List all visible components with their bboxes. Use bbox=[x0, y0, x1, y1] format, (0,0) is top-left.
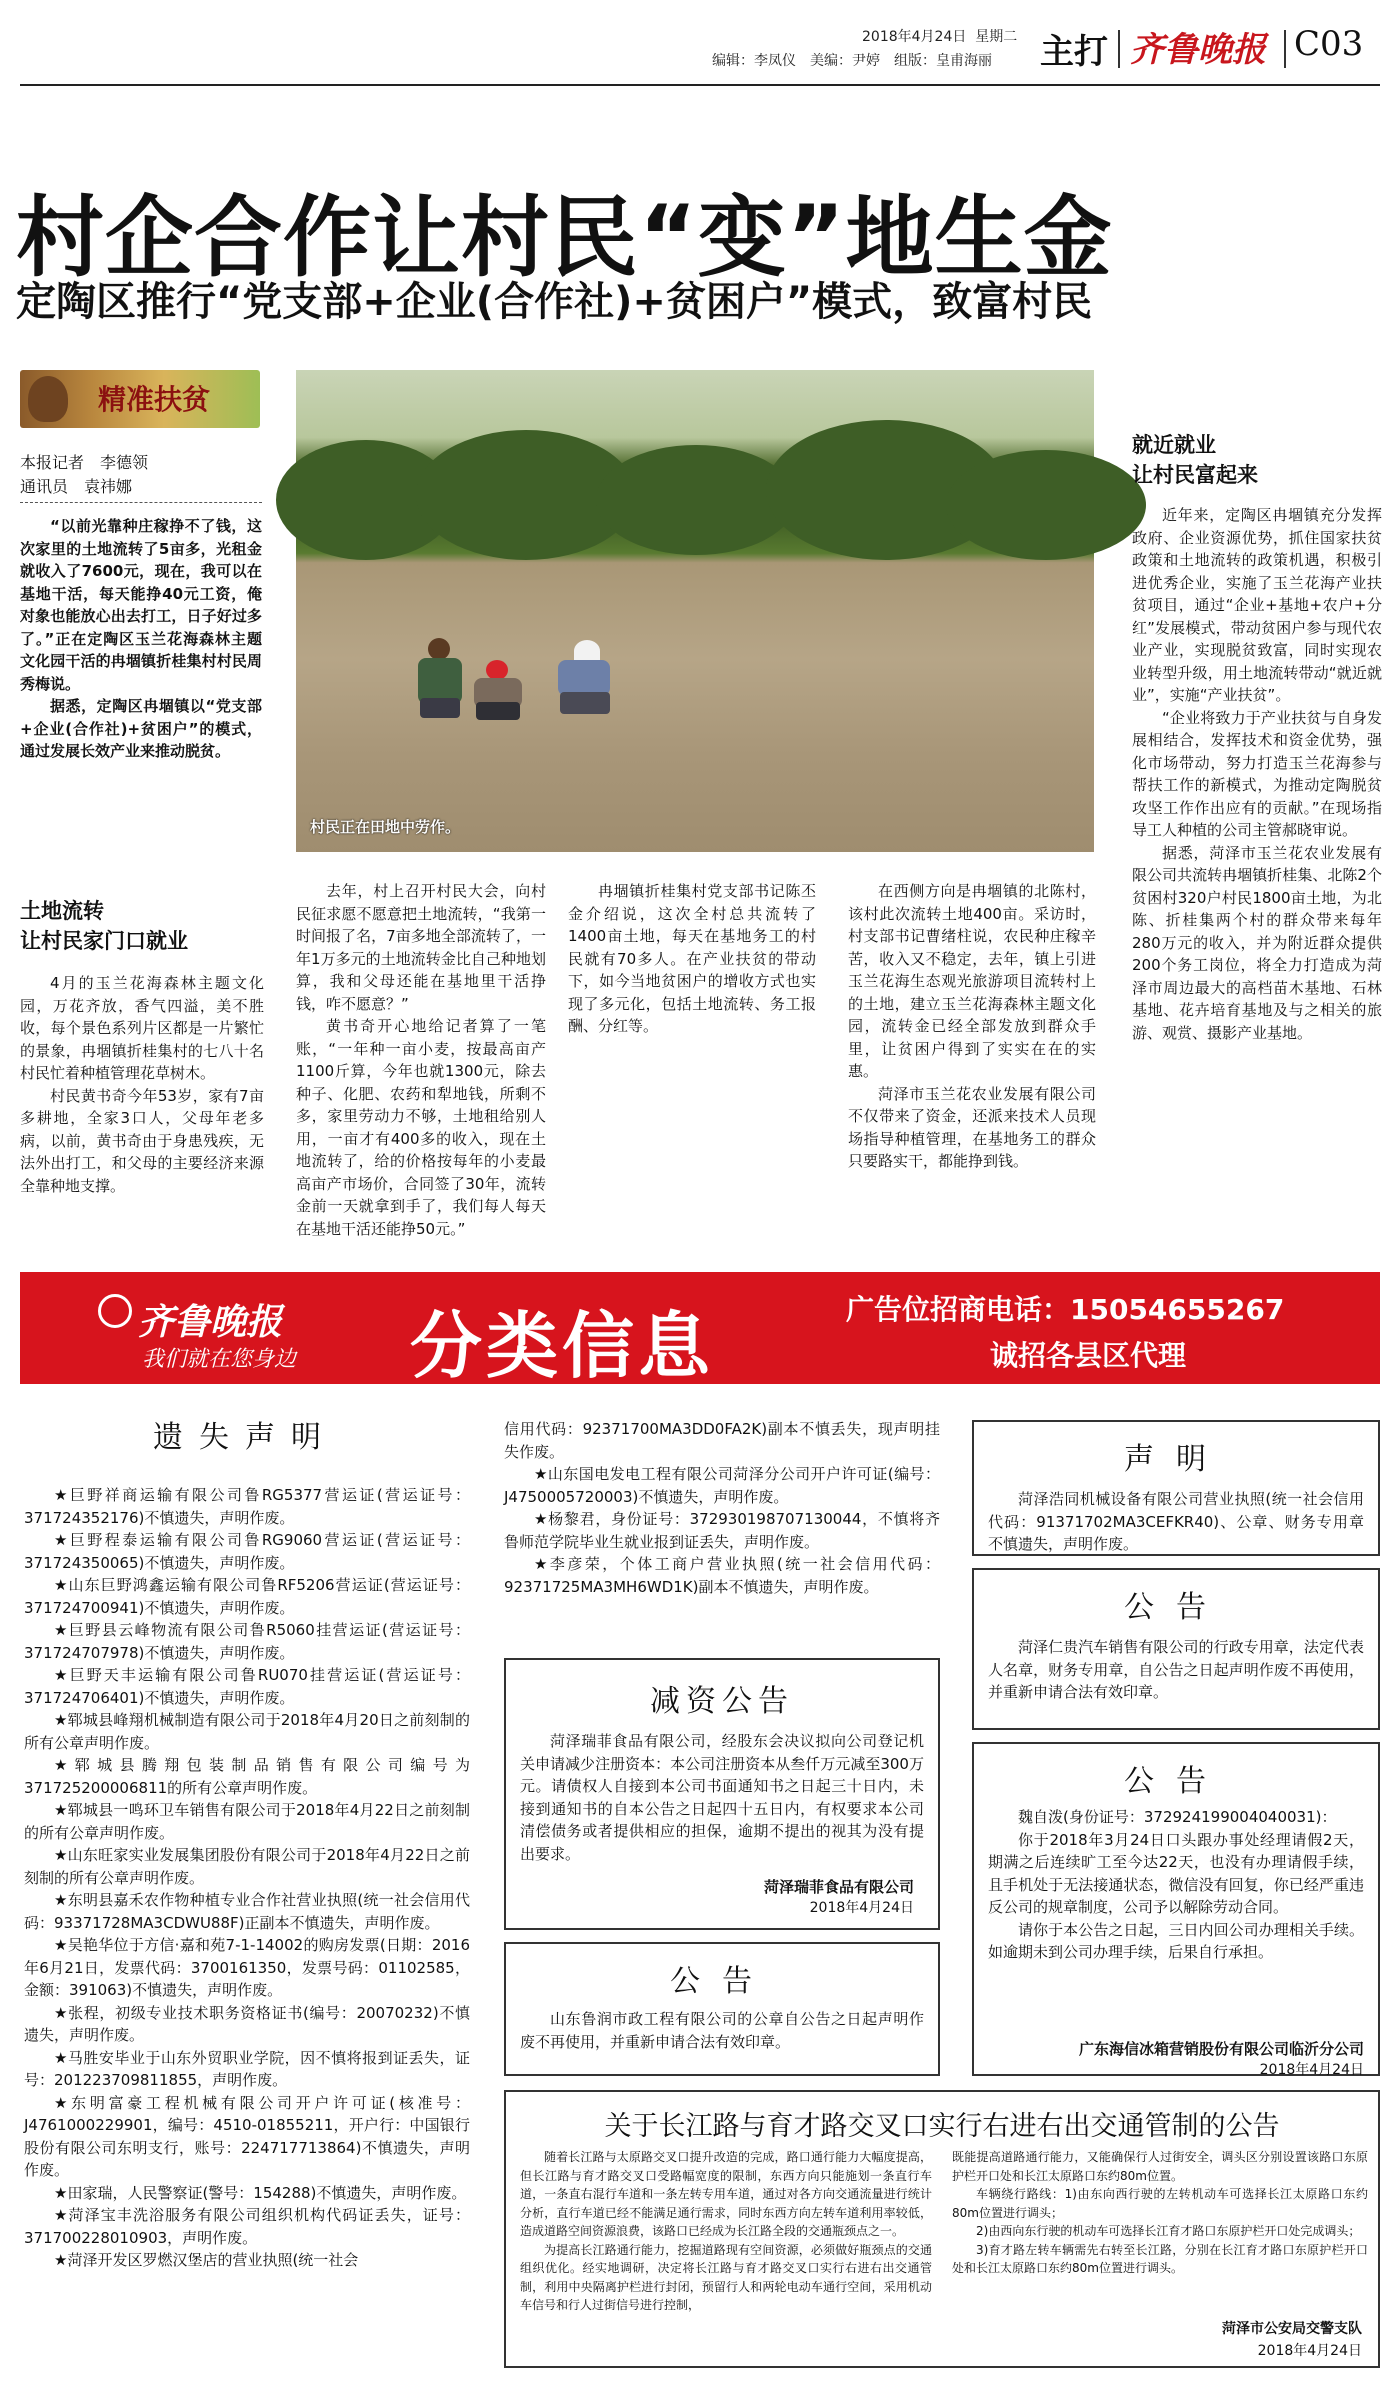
traffic-notice-title: 关于长江路与育才路交叉口实行右进右出交通管制的公告 bbox=[604, 2111, 1280, 2142]
notice-item: ★山东巨野鸿鑫运输有限公司鲁RF5206营运证(营运证号：371724700941)不慎遗失，声明作废。 bbox=[24, 1576, 470, 1617]
notice-item: ★山东旺家实业发展集团股份有限公司于2018年4月22日之前刻制的所有公章声明作废。 bbox=[24, 1846, 470, 1887]
header-divider bbox=[1284, 30, 1286, 68]
body-column-3 bbox=[568, 880, 816, 1224]
capital-reduction-body: 菏泽瑞菲食品有限公司，经股东会决议拟向公司登记机关申请减少注册资本：本公司注册资本从叁仟万元减至300万元。请债权人自接到本公司书面通知书之日起三十日内，未接到通知书的自本公告之日起四十五日内，有权要求本公司清偿债务或者提供相应的担保，逾期不提出的视其为没有提出要求。 bbox=[520, 1732, 924, 1863]
brand-emblem-icon bbox=[98, 1294, 132, 1328]
notice-item: ★东明富豪工程机械有限公司开户许可证(核准号：J4761000229901，编号：4510-01855211，开户行：中国银行股份有限公司东明支行，账号：224717713864)不慎遗失，声明作废。 bbox=[24, 2093, 470, 2179]
notice-item: ★菏泽宝丰洗浴服务有限公司组织机构代码证丢失，证号：371700228010903，声明作废。 bbox=[24, 2206, 470, 2247]
declaration-notice bbox=[972, 1420, 1380, 1556]
dismissal-paragraph: 你于2018年3月24日口头跟办事处经理请假2天，期满之后连续旷工至今达22天，也没有办理请假手续，且手机处于无法接通状态，微信没有回复，你已经严重违反公司的规章制度，公司予以解除劳动合同。 bbox=[988, 1830, 1364, 1916]
notice-item: ★东明县嘉禾农作物种植专业合作社营业执照(统一社会信用代码：93371728MA3CDWU88F)正副本不慎遗失，声明作废。 bbox=[24, 1891, 470, 1932]
notice-item: ★郓城县腾翔包装制品销售有限公司编号为371725200006811的所有公章声明作废。 bbox=[24, 1756, 470, 1797]
mid-notice-list bbox=[504, 1418, 940, 1648]
traffic-control-notice bbox=[504, 2090, 1380, 2368]
traffic-notice-left bbox=[520, 2148, 932, 2362]
byline-reporter: 本报记者 李德领 bbox=[20, 453, 149, 472]
classified-banner bbox=[20, 1272, 1380, 1388]
section2-subtitle: 让村民富起来 bbox=[1132, 463, 1258, 487]
declaration-body: 菏泽浩同机械设备有限公司营业执照(统一社会信用代码：91371702MA3CEFKR40)、公章、财务专用章不慎遗失，声明作废。 bbox=[988, 1490, 1364, 1553]
notice-item: ★巨野县云峰物流有限公司鲁R5060挂营运证(营运证号：371724707978)不慎遗失，声明作废。 bbox=[24, 1621, 470, 1662]
issue-date: 2018年4月24日 星期二 bbox=[862, 29, 1018, 45]
body-column-5 bbox=[1132, 504, 1382, 1222]
agent-recruit: 诚招各县区代理 bbox=[990, 1339, 1187, 1372]
body-column-4 bbox=[848, 880, 1096, 1224]
notice-item: ★田家瑞，人民警察证(警号：154288)不慎遗失，声明作废。 bbox=[54, 2183, 467, 2202]
body-paragraph: 近年来，定陶区冉堌镇充分发挥政府、企业资源优势，抓住国家扶贫政策和土地流转的政策机遇，积极引进优秀企业，实施了玉兰花海产业扶贫项目，通过“企业+基地+农户+分红”发展模式，带动贫困户参与现代农业产业，实现脱贫致富，同时实现农业转型升级，用土地流转带动“就近就业”，实施“产业扶贫”。 bbox=[1132, 506, 1382, 704]
section-label: 主打 bbox=[1040, 32, 1108, 72]
capital-reduction-notice bbox=[504, 1658, 940, 1930]
dismissal-signer: 广东海信冰箱营销股份有限公司临沂分公司 bbox=[1078, 2040, 1364, 2058]
subheadline: 定陶区推行“党支部+企业(合作社)+贫困户”模式，致富村民 bbox=[16, 279, 1093, 325]
seal-void-notice bbox=[504, 1942, 940, 2076]
lead-paragraph: 据悉，定陶区冉堌镇以“党支部+企业(合作社)+贫困户”的模式，通过发展长效产业来推动脱贫。 bbox=[20, 697, 262, 760]
byline-correspondent: 通讯员 袁祎娜 bbox=[20, 477, 133, 496]
body-paragraph: 冉堌镇折桂集村党支部书记陈丕金介绍说，这次全村总共流转了1400亩土地，每天在基地务工的村民就有70多人。在产业扶贫的带动下，如今当地贫困户的增收方式也实现了多元化，包括土地流转、务工报酬、分红等。 bbox=[568, 882, 816, 1035]
editors-line: 编辑：李凤仪 美编：尹婷 组版：皇甫海丽 bbox=[712, 53, 992, 69]
ad-hotline: 广告位招商电话：15054655267 bbox=[846, 1293, 1285, 1326]
body-paragraph: 在西侧方向是冉堌镇的北陈村，该村此次流转土地400亩。采访时，村支部书记曹绪柱说，农民种庄稼辛苦，收入又不稳定，去年，镇上引进玉兰花海生态观光旅游项目流转村上的土地，建立玉兰花海森林主题文化园，流转金已经全部发放到群众手里，让贫困户得到了实实在在的实惠。 bbox=[848, 882, 1096, 1080]
classified-slogan: 我们就在您身边 bbox=[142, 1347, 297, 1372]
stamp-void-body: 菏泽仁贵汽车销售有限公司的行政专用章，法定代表人名章，财务专用章，自公告之日起声明作废不再使用，并重新申请合法有效印章。 bbox=[988, 1638, 1364, 1701]
page-number: C03 bbox=[1294, 24, 1364, 64]
farmer-figure bbox=[414, 638, 468, 718]
notice-item: ★巨野祥商运输有限公司鲁RG5377营运证(营运证号：371724352176)不慎遗失，声明作废。 bbox=[24, 1486, 470, 1527]
classified-brand-logo: 齐鲁晚报 bbox=[138, 1301, 283, 1343]
traffic-paragraph: 随着长江路与太原路交叉口提升改造的完成，路口通行能力大幅度提高，但长江路与育才路交叉口受路幅宽度的限制，东西方向只能施划一条直行车道，一条直右混行车道和一条左转专用车道，通过对各方向交通流量进行统计分析，直行车道已经不能满足通行需求，同时东西方向左转车道利用率较低，造成道路空间资源浪费，该路口已经成为长江路全段的交通瓶颈点之一。 bbox=[520, 2150, 932, 2238]
notice-item: ★巨野天丰运输有限公司鲁RU070挂营运证(营运证号：371724706401)不慎遗失，声明作废。 bbox=[24, 1666, 470, 1707]
dismissal-paragraph: 请你于本公告之日起，三日内回公司办理相关手续。如逾期未到公司办理手续，后果自行承担。 bbox=[988, 1920, 1364, 1961]
body-paragraph: 4月的玉兰花海森林主题文化园，万花齐放，香气四溢，美不胜收，每个景色系列片区都是一片繁忙的景象，冉堌镇折桂集村的七八十名村民忙着种植管理花草树木。 bbox=[20, 974, 264, 1082]
traffic-paragraph: 既能提高道路通行能力，又能确保行人过街安全，调头区分别设置该路口东原护栏开口处和长江太原路口东约80m位置。 bbox=[952, 2150, 1368, 2183]
notice-item: ★吴艳华位于方信·嘉和苑7-1-14002的购房发票(日期：2016年6月21日，发票代码：3700161350，发票号码：01102585，金额：391063)不慎遗失，声明作废。 bbox=[24, 1936, 470, 1999]
notice-item: ★菏泽开发区罗燃汉堡店的营业执照(统一社会 bbox=[54, 2251, 359, 2269]
farmer-portrait-icon bbox=[28, 376, 68, 422]
section1-subtitle: 让村民家门口就业 bbox=[20, 929, 188, 953]
traffic-paragraph: 为提高长江路通行能力，挖掘道路现有空间资源，必须做好瓶颈点的交通组织优化。经实地调研，决定将长江路与育才路交叉口实行右进右出交通管制，利用中央隔离护栏进行封闭，预留行人和两轮电动车通行空间，采用机动车信号和行人过街信号进行控制， bbox=[520, 2242, 932, 2312]
header-divider bbox=[1118, 30, 1120, 68]
dismissal-title: 公告 bbox=[1124, 1764, 1228, 1799]
notice-item: ★郓城县峰翔机械制造有限公司于2018年4月20日之前刻制的所有公章声明作废。 bbox=[24, 1711, 470, 1752]
column-logo bbox=[20, 370, 260, 428]
dismissal-addressee: 魏自泼(身份证号：372924199004040031)： bbox=[1018, 1808, 1337, 1826]
farmer-figure bbox=[552, 640, 618, 716]
traffic-paragraph: 2)由西向东行驶的机动车可选择长江育才路口东原护栏开口处完成调头； bbox=[976, 2224, 1361, 2238]
notice-item: 信用代码：92371700MA3DD0FA2K)副本不慎丢失，现声明挂失作废。 bbox=[504, 1420, 940, 1461]
byline-rule bbox=[20, 502, 262, 503]
section2-title: 就近就业 bbox=[1132, 433, 1216, 457]
notice-item: ★巨野程泰运输有限公司鲁RG9060营运证(营运证号：371724350065)不慎遗失，声明作废。 bbox=[24, 1531, 470, 1572]
lead-column bbox=[20, 515, 262, 763]
header-rule bbox=[20, 84, 1380, 86]
body-paragraph: 村民黄书奇今年53岁，家有7亩多耕地，全家3口人，父母年老多病，以前，黄书奇由于身患残疾，无法外出打工，和父母的主要经济来源全靠种地支撑。 bbox=[20, 1086, 264, 1195]
section2-header bbox=[1132, 430, 1380, 490]
farmer-figure bbox=[470, 660, 526, 720]
traffic-notice-right bbox=[952, 2148, 1368, 2318]
body-column-1 bbox=[20, 972, 264, 1220]
lead-paragraph: “以前光靠种庄稼挣不了钱，这次家里的土地流转了5亩多，光租金就收入了7600元，现在，我可以在基地干活，每天能挣40元工资，俺对象也能放心出去打工，日子好过多了。”正在定陶区玉兰花海森林主题文化园干活的冉堌镇折桂集村村民周秀梅说。 bbox=[20, 517, 262, 693]
column-logo-text: 精准扶贫 bbox=[98, 383, 211, 416]
traffic-notice-date: 2018年4月24日 bbox=[1257, 2343, 1362, 2359]
capital-reduction-date: 2018年4月24日 bbox=[809, 1900, 914, 1916]
classified-title: 分类信息 bbox=[410, 1304, 715, 1388]
photo-caption: 村民正在田地中劳作。 bbox=[310, 818, 461, 836]
body-paragraph: 据悉，菏泽市玉兰花农业发展有限公司共流转冉堌镇折桂集、北陈2个贫困村320户村民1800亩土地，为北陈、折桂集两个村的群众带来每年280万元的收入，并为附近群众提供200个务工岗位，将全力打造成为菏泽市周边最大的高档苗木基地、石林基地、花卉培育基地及与之相关的旅游、观赏、摄影产业基地。 bbox=[1132, 843, 1382, 1042]
notice-item: ★杨黎君，身份证号：372930198707130044，不慎将齐鲁师范学院毕业生就业报到证丢失，声明作废。 bbox=[504, 1510, 940, 1551]
notice-item: ★郓城县一鸣环卫车销售有限公司于2018年4月22日之前刻制的所有公章声明作废。 bbox=[24, 1801, 470, 1842]
traffic-paragraph: 3)育才路左转车辆需先右转至长江路，分别在长江育才路口东原护栏开口处和长江太原路口东约80m位置进行调头。 bbox=[952, 2242, 1368, 2275]
notice-item: ★马胜安毕业于山东外贸职业学院，因不慎将报到证丢失，证号：201223709811855，声明作废。 bbox=[24, 2048, 470, 2089]
section1-header bbox=[20, 896, 260, 956]
capital-reduction-signer: 菏泽瑞菲食品有限公司 bbox=[763, 1878, 914, 1896]
declaration-title: 声明 bbox=[1124, 1442, 1228, 1477]
stamp-void-notice bbox=[972, 1568, 1380, 1730]
brand-logo: 齐鲁晚报 bbox=[1130, 30, 1266, 70]
lost-notice-title: 遗失声明 bbox=[153, 1420, 337, 1455]
lost-notice-list bbox=[24, 1484, 470, 2364]
traffic-notice-signer: 菏泽市公安局交警支队 bbox=[1222, 2321, 1362, 2337]
dismissal-notice bbox=[972, 1742, 1380, 2076]
section1-title: 土地流转 bbox=[20, 899, 104, 923]
field-photo bbox=[296, 370, 1094, 852]
notice-item: ★山东国电发电工程有限公司菏泽分公司开户许可证(编号：J4750005720003)不慎遗失，声明作废。 bbox=[504, 1465, 940, 1506]
body-paragraph: “企业将致力于产业扶贫与自身发展相结合，发挥技术和资金优势，强化市场带动，努力打造玉兰花海参与帮扶工作的新模式，为推动定陶脱贫攻坚工作作出应有的贡献。”在现场指导工人种植的公司主管郝晓审说。 bbox=[1132, 708, 1382, 839]
body-paragraph: 菏泽市玉兰花农业发展有限公司不仅带来了资金，还派来技术人员现场指导种植管理，在基地务工的群众只要路实干，都能挣到钱。 bbox=[848, 1084, 1096, 1170]
traffic-paragraph: 车辆绕行路线：1)由东向西行驶的左转机动车可选择长江太原路口东约80m位置进行调头； bbox=[952, 2187, 1368, 2220]
seal-void-title: 公告 bbox=[670, 1964, 774, 1999]
dismissal-date: 2018年4月24日 bbox=[1259, 2062, 1364, 2078]
headline: 村企合作让村民“变”地生金 bbox=[16, 186, 1113, 289]
seal-void-body: 山东鲁润市政工程有限公司的公章自公告之日起声明作废不再使用，并重新申请合法有效印章。 bbox=[520, 2010, 924, 2051]
body-column-2 bbox=[296, 880, 546, 1238]
body-paragraph: 去年，村上召开村民大会，向村民征求愿不愿意把土地流转，“我第一时间报了名，7亩多地全部流转了，一年1万多元的土地流转金比自己种地划算，我和父母还能在基地里干活挣钱，咋不愿意？” bbox=[296, 882, 546, 1013]
stamp-void-title: 公告 bbox=[1124, 1590, 1228, 1625]
body-paragraph: 黄书奇开心地给记者算了一笔账，“一年种一亩小麦，按最高亩产1100斤算，今年也就1300元，除去种子、化肥、农药和犁地钱，所剩不多，家里劳动力不够，土地租给别人用，一亩才有400多的收入，现在土地流转了，给的价格按每年的小麦最高亩产市场价，合同签了30年，流转金前一天就拿到手了，我们每人每天在基地干活还能挣50元。” bbox=[296, 1017, 546, 1238]
capital-reduction-title: 减资公告 bbox=[650, 1684, 794, 1719]
notice-item: ★李彦荣，个体工商户营业执照(统一社会信用代码：92371725MA3MH6WD1K)副本不慎遗失，声明作废。 bbox=[504, 1555, 940, 1596]
notice-item: ★张程，初级专业技术职务资格证书(编号：20070232)不慎遗失，声明作废。 bbox=[24, 2003, 470, 2044]
